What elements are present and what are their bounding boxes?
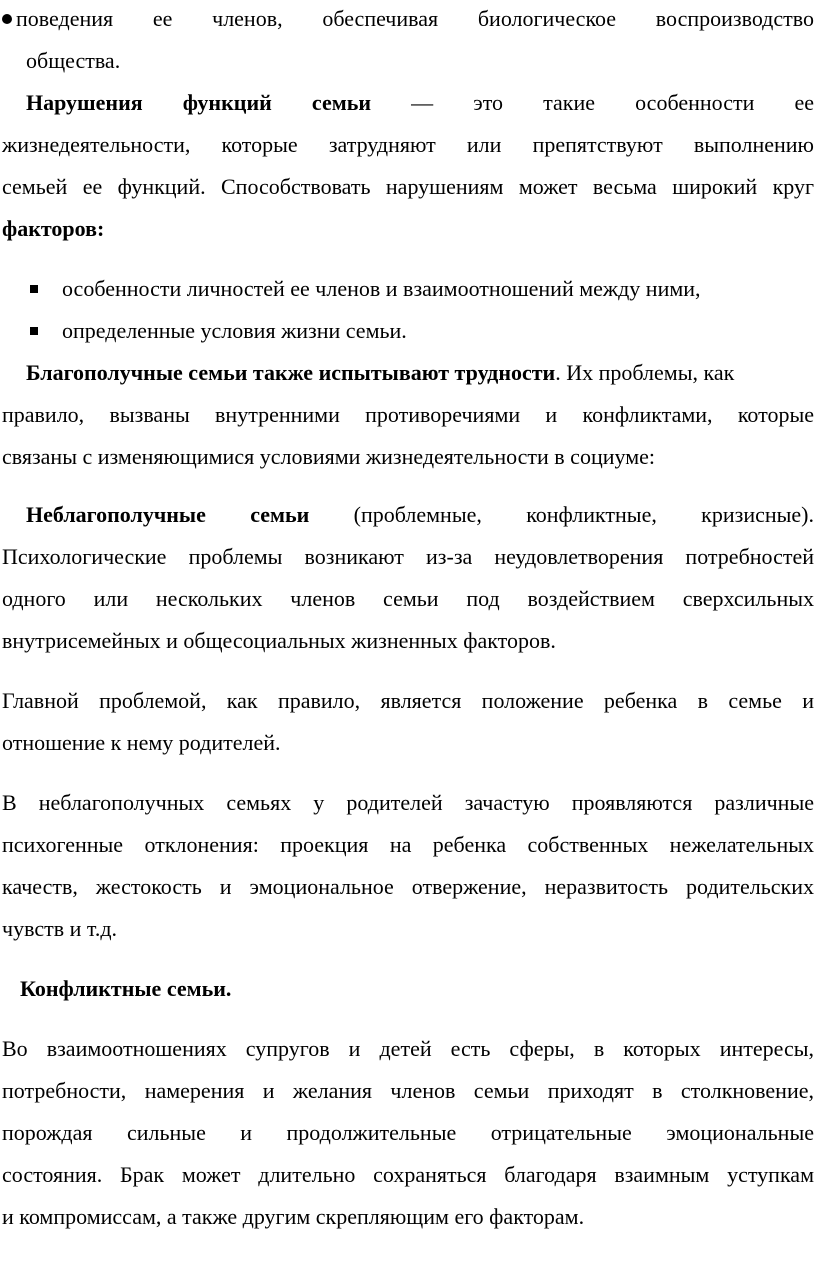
paragraph-line bbox=[26, 358, 814, 388]
text: внутрисемейных и общесоциальных жизненных факторов. bbox=[2, 628, 556, 653]
text: поведения ее членов, обеспечивая биологическое воспроизводство bbox=[16, 6, 814, 31]
text: порождая сильные и продолжительные отрицательные эмоциональные bbox=[2, 1120, 814, 1145]
text: чувств и т.д. bbox=[2, 916, 118, 941]
paragraph-line bbox=[2, 442, 814, 472]
paragraph-line bbox=[2, 872, 814, 902]
text: состояния. Брак может длительно сохраняться благодаря взаимным уступкам bbox=[2, 1162, 814, 1187]
text: определенные условия жизни семьи. bbox=[62, 318, 407, 343]
bold-term: Неблагополучные семьи bbox=[26, 502, 310, 527]
paragraph-line bbox=[2, 400, 814, 430]
paragraph-line bbox=[2, 728, 814, 758]
paragraph-line bbox=[2, 626, 814, 656]
bold-term: Благополучные семьи также испытывают трудности bbox=[26, 360, 556, 385]
square-bullet-icon bbox=[30, 327, 38, 335]
paragraph-line bbox=[2, 214, 814, 244]
paragraph-line bbox=[2, 584, 814, 614]
text: психогенные отклонения: проекция на ребенка собственных нежелательных bbox=[2, 832, 814, 857]
text: Психологические проблемы возникают из-за неудовлетворения потребностей bbox=[2, 544, 814, 569]
text: особенности личностей ее членов и взаимоотношений между ними, bbox=[62, 276, 701, 301]
text: связаны с изменяющимися условиями жизнедеятельности в социуме: bbox=[2, 444, 655, 469]
paragraph-line bbox=[2, 1160, 814, 1190]
bold-term: Нарушения функций семьи bbox=[26, 90, 372, 115]
text: общества. bbox=[26, 48, 121, 73]
text: Во взаимоотношениях супругов и детей есть сферы, в которых интересы, bbox=[2, 1036, 814, 1061]
paragraph-line bbox=[2, 172, 814, 202]
text: одного или нескольких членов семьи под воздействием сверхсильных bbox=[2, 586, 814, 611]
list-item bbox=[62, 316, 814, 346]
paragraph-line bbox=[2, 1034, 814, 1064]
text: В неблагополучных семьях у родителей зачастую проявляются различные bbox=[2, 790, 814, 815]
text: отношение к нему родителей. bbox=[2, 730, 281, 755]
text: потребности, намерения и желания членов семьи приходят в столкновение, bbox=[2, 1078, 814, 1103]
list-item bbox=[62, 274, 814, 304]
paragraph-line bbox=[2, 542, 814, 572]
text: (проблемные, конфликтные, кризисные). bbox=[353, 502, 815, 527]
paragraph-line bbox=[26, 500, 814, 530]
paragraph-line bbox=[2, 1118, 814, 1148]
text: . Их проблемы, как bbox=[555, 360, 735, 385]
heading-text: Конфликтные семьи. bbox=[20, 976, 232, 1001]
paragraph-line bbox=[2, 788, 814, 818]
text: семьей ее функций. Способствовать нарушениям может весьма широкий круг bbox=[2, 174, 814, 199]
paragraph-line bbox=[2, 830, 814, 860]
bullet-icon bbox=[2, 14, 12, 24]
paragraph-line bbox=[26, 46, 814, 76]
paragraph-line bbox=[2, 914, 814, 944]
paragraph-line bbox=[2, 686, 814, 716]
text: жизнедеятельности, которые затрудняют или препятствуют выполнению bbox=[2, 132, 814, 157]
text: Главной проблемой, как правило, является положение ребенка в семье и bbox=[2, 688, 814, 713]
bold-term: факторов: bbox=[2, 216, 105, 241]
text: правило, вызваны внутренними противоречиями и конфликтами, которые bbox=[2, 402, 814, 427]
paragraph-line bbox=[2, 1202, 814, 1232]
section-heading bbox=[20, 974, 814, 1004]
paragraph-line bbox=[2, 4, 814, 34]
square-bullet-icon bbox=[30, 285, 38, 293]
paragraph-line bbox=[26, 88, 814, 118]
text: качеств, жестокость и эмоциональное отвержение, неразвитость родительских bbox=[2, 874, 814, 899]
text: и компромиссам, а также другим скрепляющим его факторам. bbox=[2, 1204, 585, 1229]
text: — это такие особенности ее bbox=[411, 90, 815, 115]
paragraph-line bbox=[2, 130, 814, 160]
paragraph-line bbox=[2, 1076, 814, 1106]
